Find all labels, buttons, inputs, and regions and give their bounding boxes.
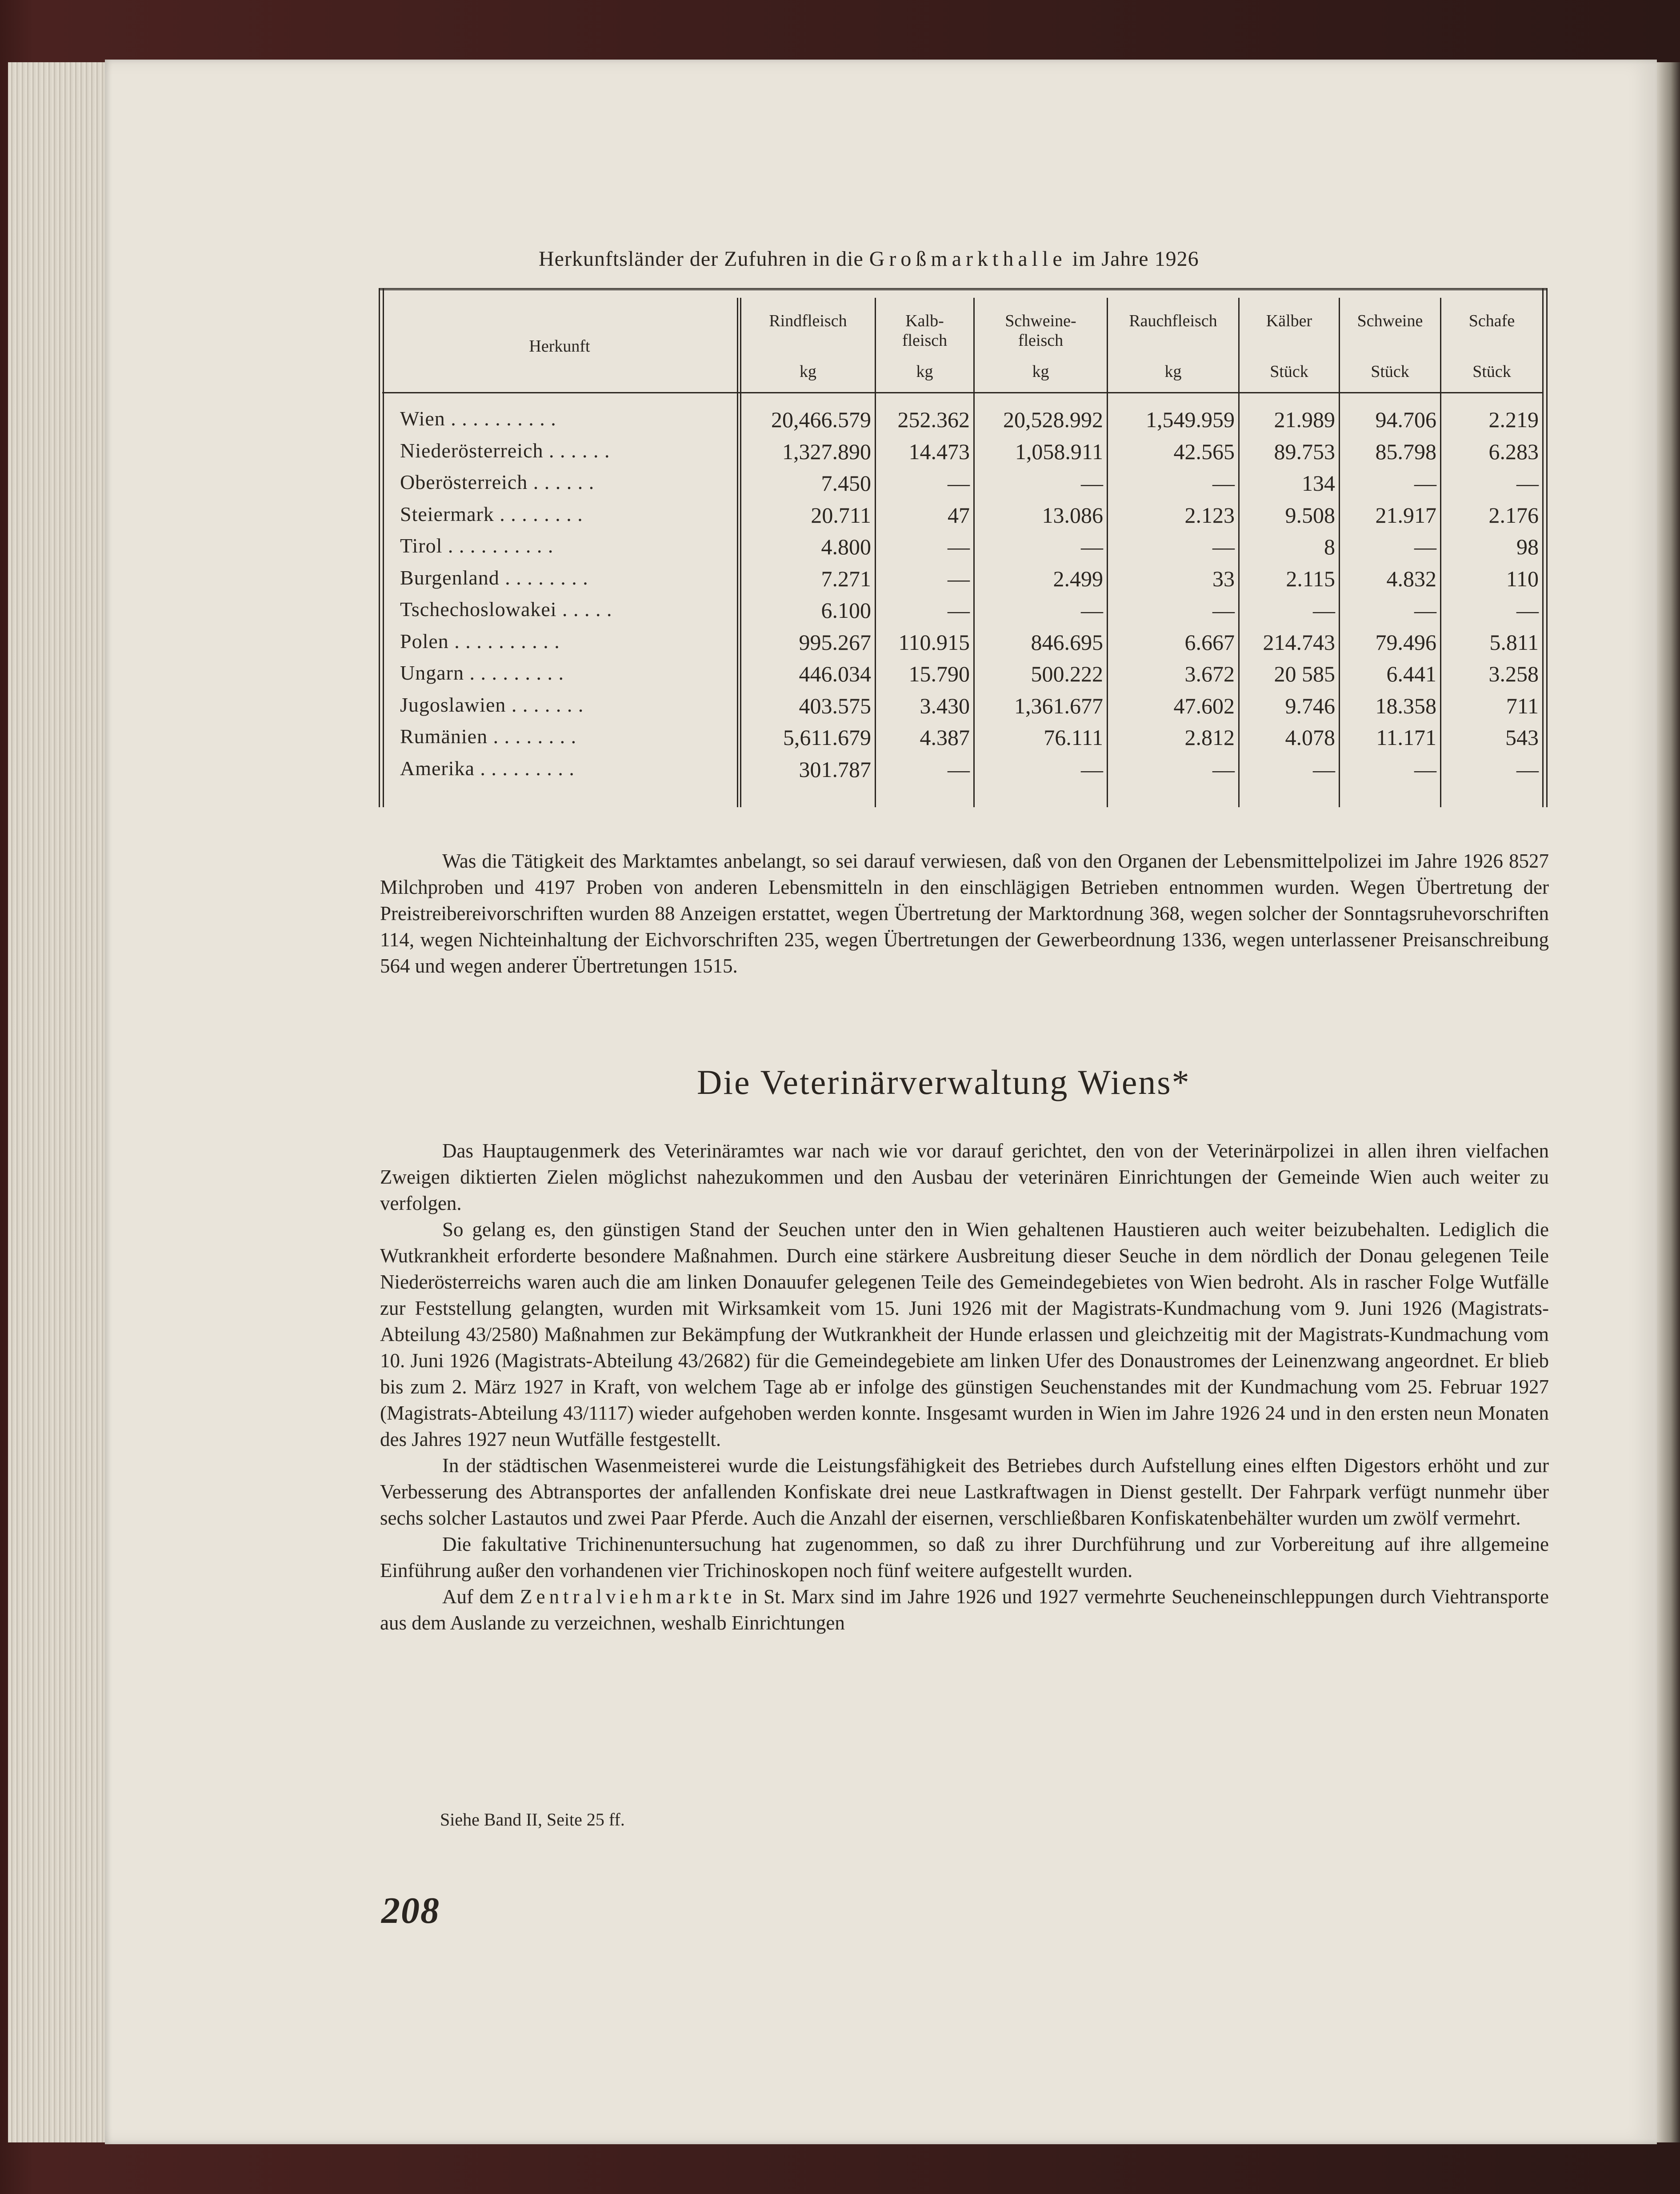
column-header	[975, 298, 1107, 392]
column-header-unit: kg	[916, 362, 933, 381]
row-value: 301.787	[799, 757, 871, 782]
row-value: 995.267	[799, 629, 871, 655]
row-value: 6.667	[1184, 629, 1235, 655]
row-value: 14.473	[908, 439, 970, 464]
row-origin: Rumänien . . . . . . . .	[400, 725, 577, 748]
column-header	[1340, 298, 1440, 392]
row-value: 3.258	[1488, 661, 1539, 686]
market-paragraph	[380, 848, 1549, 979]
section-body	[380, 1138, 1549, 1636]
row-value: 2.499	[1053, 566, 1103, 591]
row-origin: Oberösterreich . . . . . .	[400, 471, 595, 493]
row-origin: Steiermark . . . . . . . .	[400, 502, 583, 525]
row-value: 76.111	[1044, 725, 1103, 750]
row-value: —	[1081, 598, 1103, 623]
column-header	[1240, 298, 1339, 392]
row-value: —	[1212, 598, 1235, 623]
row-value: 9.508	[1285, 502, 1335, 528]
page-number: 208	[381, 1890, 440, 1931]
row-value: 21.989	[1274, 407, 1335, 432]
row-value: 11.171	[1376, 725, 1436, 750]
row-value: 1,327.890	[782, 439, 871, 464]
table-row	[0, 566, 1680, 598]
table-row	[0, 597, 1680, 629]
row-value: —	[948, 598, 970, 623]
column-header-label: Schweine	[1357, 312, 1423, 330]
row-value: —	[1313, 757, 1335, 782]
row-value: 20,466.579	[771, 407, 871, 432]
table-title-suffix: im Jahre 1926	[1072, 247, 1199, 271]
row-value: 3.430	[920, 693, 970, 718]
row-value: 1,361.677	[1014, 693, 1103, 718]
row-value: —	[1081, 757, 1103, 782]
row-value: 4.832	[1386, 566, 1436, 591]
row-value: 543	[1505, 725, 1539, 750]
column-header-label: Herkunft	[529, 337, 590, 356]
last-paragraph-emphasis: Zentralviehmarkte	[520, 1585, 736, 1608]
section-paragraph: In der städtischen Wasenmeisterei wurde die Leistungsfähigkeit des Betriebes durch Aufstellung eines elften Digestors erhöht und zur Verbesserung des Abtransportes der anfallenden Konfiskate drei neue Lastkraftwagen in Dienst gestellt. Der Fahrpark verfügt nunmehr über sechs solcher Lastautos und zwei Paar Pferde. Auch die Anzahl der eisernen, verschließbaren Konfiskatenbehälter wurden um zwölf vermehrt.	[380, 1454, 1549, 1529]
row-value: —	[1414, 471, 1436, 496]
table-title-prefix: Herkunftsländer der Zufuhren in die	[539, 247, 864, 271]
row-value: 2.219	[1488, 407, 1539, 432]
row-value: 18.358	[1375, 693, 1436, 718]
row-value: 2.812	[1184, 725, 1235, 750]
row-value: 5.811	[1489, 629, 1539, 655]
section-paragraph: So gelang es, den günstigen Stand der Seuchen unter den in Wien gehaltenen Haustieren auch weiter beizubehalten. Lediglich die Wutkrankheit erforderte besondere Maßnahmen. Durch eine stärkere Ausbreitung dieser Seuche in dem nördlich der Donau gelegenen Teile Niederösterreichs waren auch die am linken Donauufer gelegenen Teile des Gemeindegebietes von Wien bedroht. Als in rascher Folge Wutfälle zur Feststellung gelangten, wurden mit Wirksamkeit vom 15. Juni 1926 mit der Magistrats-Kundmachung vom 9. Juni 1926 (Magistrats-Abteilung 43/2580) Maßnahmen zur Bekämpfung der Wutkrankheit der Hunde erlassen und gleichzeitig mit der Magistrats-Kundmachung vom 10. Juni 1926 (Magistrats-Abteilung 43/2682) für die Gemeindegebiete am linken Ufer des Donaustromes der Leinenzwang angeordnet. Er blieb bis zum 2. März 1927 in Kraft, von welchem Tage ab er infolge des günstigen Seuchenstandes mit der Kundmachung vom 25. Februar 1927 (Magistrats-Abteilung 43/1117) wieder aufgehoben werden konnte. Insgesamt wurden in Wien im Jahre 1926 24 und in den ersten neun Monaten des Jahres 1927 neun Wutfälle festgestellt.	[380, 1218, 1549, 1450]
row-value: 94.706	[1375, 407, 1436, 432]
row-value: 20 585	[1274, 661, 1335, 686]
row-value: —	[1212, 534, 1235, 559]
row-value: —	[1081, 471, 1103, 496]
last-paragraph-prefix: Auf dem	[442, 1585, 514, 1608]
row-value: —	[1313, 598, 1335, 623]
row-value: 6.283	[1488, 439, 1539, 464]
row-origin: Polen . . . . . . . . . .	[400, 629, 560, 653]
row-value: 42.565	[1173, 439, 1235, 464]
column-header-unit: Stück	[1371, 362, 1409, 381]
market-paragraph-text: Was die Tätigkeit des Marktamtes anbelangt, so sei darauf verwiesen, daß von den Organen der Lebensmittelpolizei im Jahre 1926 8527 Milchproben und 4197 Proben von anderen Lebensmitteln in den einschlägigen Betrieben entnommen wurden. Wegen Übertretung der Preistreibereivorschriften wurden 88 Anzeigen erstattet, wegen Übertretung der Marktordnung 368, wegen solcher der Sonntagsruhevorschriften 114, wegen Nichteinhaltung der Eichvorschriften 235, wegen Übertretungen der Gewerbeordnung 1336, wegen unterlassener Preisanschreibung 564 und wegen anderer Übertretungen 1515.	[380, 850, 1549, 977]
row-value: 2.176	[1488, 502, 1539, 528]
table-row	[0, 661, 1680, 693]
row-value: —	[948, 566, 970, 591]
column-header-label: Kalb- fleisch	[902, 312, 948, 350]
row-value: 1,549.959	[1146, 407, 1235, 432]
column-header-unit: kg	[800, 362, 816, 381]
row-value: —	[1516, 598, 1539, 623]
row-value: 6.441	[1386, 661, 1436, 686]
row-value: 1,058.911	[1015, 439, 1103, 464]
row-value: 7.450	[821, 471, 871, 496]
table-row	[0, 407, 1680, 439]
row-value: 500.222	[1031, 661, 1103, 686]
column-header-unit: kg	[1032, 362, 1049, 381]
column-header	[1441, 298, 1542, 392]
column-header-label: Schafe	[1468, 312, 1515, 330]
row-value: 8	[1324, 534, 1335, 559]
section-paragraph: Das Hauptaugenmerk des Veterinäramtes war nach wie vor darauf gerichtet, den von der Veterinärpolizei in allen ihren vielfachen Zweigen diktierten Zielen möglichst nahezukommen und den Ausbau der veterinären Einrichtungen der Gemeinde Wien auch weiter zu verfolgen.	[380, 1140, 1549, 1214]
column-header-label: Kälber	[1266, 312, 1312, 330]
table-row	[0, 439, 1680, 471]
page-right-edge	[1657, 62, 1680, 2142]
row-value: —	[1516, 757, 1539, 782]
table-row	[0, 534, 1680, 566]
row-value: 110	[1506, 566, 1539, 591]
column-header-label: Schweine- fleisch	[1005, 312, 1076, 350]
row-origin: Ungarn . . . . . . . . .	[400, 661, 564, 684]
row-origin: Amerika . . . . . . . . .	[400, 757, 575, 780]
row-value: 79.496	[1375, 629, 1436, 655]
row-value: —	[1212, 471, 1235, 496]
row-value: 5,611.679	[783, 725, 871, 750]
row-value: 15.790	[908, 661, 970, 686]
row-value: 134	[1302, 471, 1335, 496]
row-value: —	[1414, 598, 1436, 623]
table-title	[539, 247, 1383, 271]
row-origin: Tschechoslowakei . . . . .	[400, 598, 612, 621]
table-row	[0, 693, 1680, 725]
row-value: 4.800	[821, 534, 871, 559]
table-title-emphasis: Großmarkthalle	[869, 247, 1067, 271]
row-value: —	[1516, 471, 1539, 496]
column-header	[382, 298, 737, 392]
row-origin: Tirol . . . . . . . . . .	[400, 534, 554, 557]
column-header-unit: Stück	[1270, 362, 1308, 381]
row-value: 89.753	[1274, 439, 1335, 464]
row-origin: Niederösterreich . . . . . .	[400, 439, 610, 462]
section-paragraph: Die fakultative Trichinenuntersuchung hat zugenommen, so daß zu ihrer Durchführung und zur Vorbereitung auf ihre allgemeine Einführung außer den vorhandenen vier Trichinoskopen noch fünf weitere aufgestellt wurden.	[380, 1533, 1549, 1581]
row-value: —	[1081, 534, 1103, 559]
row-value: 47.602	[1173, 693, 1235, 718]
row-value: —	[1414, 534, 1436, 559]
row-value: 214.743	[1263, 629, 1335, 655]
row-value: 252.362	[897, 407, 970, 432]
row-value: 47	[948, 502, 970, 528]
row-value: 846.695	[1031, 629, 1103, 655]
row-value: 446.034	[799, 661, 871, 686]
table-row	[0, 757, 1680, 789]
row-value: 21.917	[1375, 502, 1436, 528]
section-paragraph-last	[380, 1584, 1549, 1636]
column-header-unit: Stück	[1472, 362, 1511, 381]
row-value: 711	[1506, 693, 1539, 718]
row-value: 2.123	[1184, 502, 1235, 528]
column-header	[876, 298, 973, 392]
page-stack-edge	[8, 62, 107, 2142]
row-origin: Wien . . . . . . . . . .	[400, 407, 556, 430]
table-row	[0, 725, 1680, 757]
header-rule	[382, 392, 1543, 393]
row-value: —	[1212, 757, 1235, 782]
column-header-label: Rauchfleisch	[1129, 312, 1217, 330]
row-value: 13.086	[1042, 502, 1103, 528]
row-value: —	[948, 757, 970, 782]
column-header	[741, 298, 875, 392]
row-value: 85.798	[1375, 439, 1436, 464]
row-origin: Burgenland . . . . . . . .	[400, 566, 588, 589]
table-row	[0, 502, 1680, 534]
row-value: —	[948, 534, 970, 559]
row-origin: Jugoslawien . . . . . . .	[400, 693, 584, 716]
row-value: 403.575	[799, 693, 871, 718]
row-value: 3.672	[1184, 661, 1235, 686]
row-value: —	[1414, 757, 1436, 782]
table-row	[0, 629, 1680, 661]
row-value: 2.115	[1286, 566, 1335, 591]
section-heading: Die Veterinärverwaltung Wiens*	[697, 1063, 1191, 1101]
row-value: 6.100	[821, 598, 871, 623]
column-header	[1108, 298, 1238, 392]
row-value: 98	[1516, 534, 1539, 559]
row-value: 4.387	[920, 725, 970, 750]
row-value: 9.746	[1285, 693, 1335, 718]
row-value: 4.078	[1285, 725, 1335, 750]
row-value: 110.915	[898, 629, 970, 655]
footnote: Siehe Band II, Seite 25 ff.	[440, 1810, 625, 1830]
column-header-unit: kg	[1164, 362, 1182, 381]
row-value: 20,528.992	[1003, 407, 1103, 432]
row-value: 7.271	[821, 566, 871, 591]
row-value: 33	[1212, 566, 1235, 591]
row-value: 20.711	[811, 502, 871, 528]
table-row	[0, 470, 1680, 502]
row-value: —	[948, 471, 970, 496]
last-paragraph-rest: in St. Marx sind im Jahre 1926 und 1927 vermehrte Seucheneinschleppungen durch Viehtransporte aus dem Auslande zu verzeichnen, weshalb Einrichtungen	[380, 1585, 1549, 1634]
column-header-label: Rindfleisch	[769, 312, 847, 330]
